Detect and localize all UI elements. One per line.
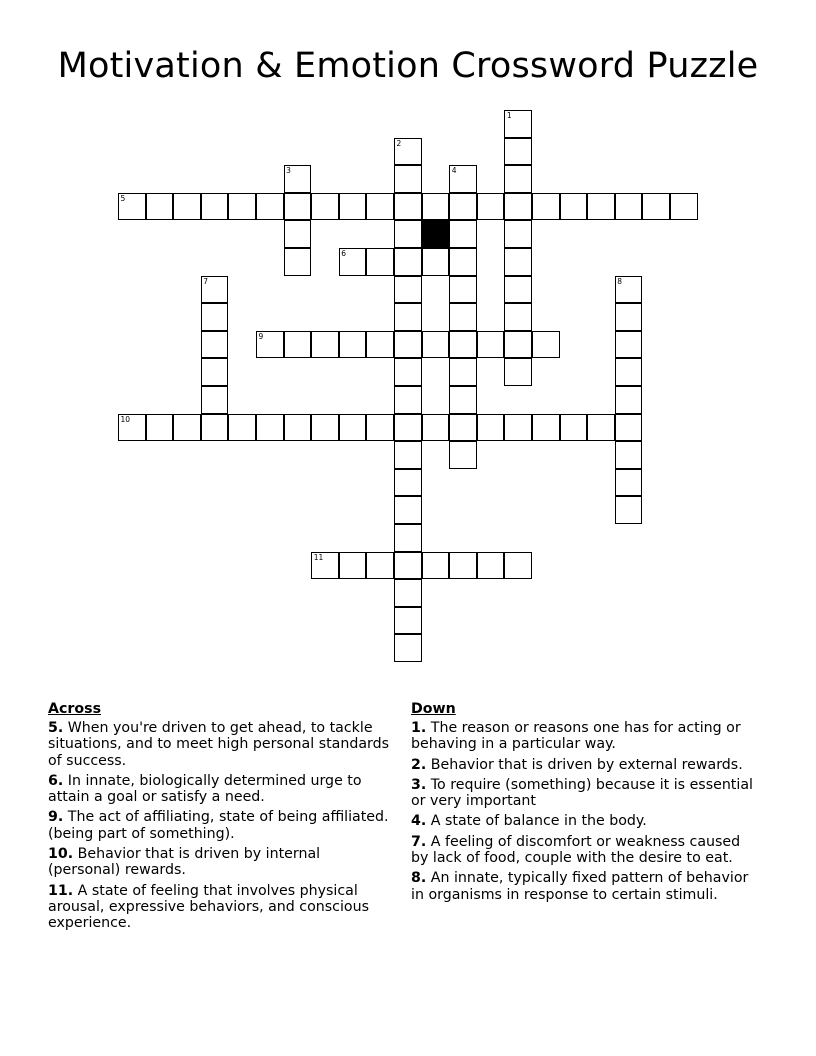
grid-cell[interactable] (449, 552, 477, 580)
grid-cell[interactable] (615, 414, 643, 442)
grid-cell[interactable] (311, 331, 339, 359)
grid-cell[interactable] (284, 165, 312, 193)
grid-cell[interactable] (394, 331, 422, 359)
grid-cell[interactable] (146, 193, 174, 221)
grid-cell[interactable] (504, 358, 532, 386)
grid-cell[interactable] (256, 193, 284, 221)
grid-cell[interactable] (504, 220, 532, 248)
grid-cell[interactable] (449, 276, 477, 304)
grid-cell[interactable] (339, 248, 367, 276)
grid-cell[interactable] (532, 331, 560, 359)
clue-text: In innate, biologically determined urge to attain a goal or satisfy a need. (48, 772, 362, 806)
grid-cell[interactable] (394, 441, 422, 469)
clue-number-label: 4 (451, 166, 457, 176)
grid-cell[interactable] (201, 331, 229, 359)
grid-cell[interactable] (504, 552, 532, 580)
grid-cell[interactable] (560, 193, 588, 221)
grid-cell[interactable] (284, 331, 312, 359)
grid-cell[interactable] (366, 414, 394, 442)
clue-number-label: 10 (120, 414, 131, 424)
grid-cell[interactable] (256, 414, 284, 442)
grid-cell[interactable] (449, 193, 477, 221)
grid-cell[interactable] (615, 469, 643, 497)
grid-cell[interactable] (256, 331, 284, 359)
grid-cell[interactable] (615, 386, 643, 414)
across-clues (48, 700, 393, 936)
clue-number: 9. (48, 809, 64, 826)
grid-cell[interactable] (504, 193, 532, 221)
across-clue (48, 809, 393, 842)
down-clue (411, 757, 756, 773)
grid-cell[interactable] (311, 552, 339, 580)
grid-cell[interactable] (228, 193, 256, 221)
grid-cell[interactable] (422, 193, 450, 221)
clue-number: 6. (48, 772, 64, 789)
grid-cell[interactable] (422, 414, 450, 442)
down-clue (411, 777, 756, 810)
grid-cell[interactable] (504, 138, 532, 166)
grid-cell[interactable] (615, 358, 643, 386)
grid-cell[interactable] (615, 276, 643, 304)
clue-number: 2. (411, 756, 427, 773)
grid-cell[interactable] (477, 193, 505, 221)
grid-cell[interactable] (504, 303, 532, 331)
down-heading: Down (411, 701, 456, 717)
down-clues (411, 700, 756, 907)
grid-cell[interactable] (615, 331, 643, 359)
clue-text: When you're driven to get ahead, to tackle situations, and to meet high personal standards of success. (48, 720, 390, 769)
grid-cell[interactable] (587, 414, 615, 442)
grid-cell[interactable] (504, 414, 532, 442)
grid-cell[interactable] (394, 552, 422, 580)
clue-number-label: 8 (617, 276, 623, 286)
grid-cell[interactable] (394, 469, 422, 497)
clue-number-label: 1 (506, 111, 512, 120)
clue-number: 8. (411, 870, 427, 887)
grid-cell[interactable] (394, 634, 422, 662)
down-clue (411, 870, 756, 903)
across-clue (48, 773, 393, 806)
grid-cell[interactable] (394, 358, 422, 386)
grid-cell[interactable] (504, 165, 532, 193)
grid-cell[interactable] (201, 276, 229, 304)
clue-number-label: 6 (341, 249, 347, 258)
grid-cell[interactable] (394, 524, 422, 552)
grid-cell[interactable] (477, 552, 505, 580)
grid-cell[interactable] (394, 303, 422, 331)
grid-cell[interactable] (670, 193, 698, 221)
clue-text: The act of affiliating, state of being affiliated. (being part of something). (48, 809, 389, 842)
grid-cell[interactable] (201, 193, 229, 221)
black-square (422, 220, 450, 248)
clue-number: 1. (411, 720, 427, 736)
grid-cell[interactable] (394, 414, 422, 442)
clue-number-label: 7 (203, 276, 209, 286)
grid-cell[interactable] (394, 579, 422, 607)
grid-cell[interactable] (449, 248, 477, 276)
grid-cell[interactable] (201, 303, 229, 331)
grid-cell[interactable] (587, 193, 615, 221)
clue-number: 5. (48, 720, 64, 736)
clue-text: Behavior that is driven by internal (personal) rewards. (48, 846, 321, 879)
grid-cell[interactable] (615, 496, 643, 524)
grid-cell[interactable] (504, 276, 532, 304)
grid-cell[interactable] (560, 414, 588, 442)
grid-cell[interactable] (284, 220, 312, 248)
grid-cell[interactable] (394, 165, 422, 193)
clue-text: An innate, typically fixed pattern of behavior in organisms in response to certain stimuli. (411, 870, 749, 903)
grid-cell[interactable] (394, 607, 422, 635)
grid-cell[interactable] (394, 386, 422, 414)
grid-cell[interactable] (422, 552, 450, 580)
grid-cell[interactable] (449, 220, 477, 248)
grid-cell[interactable] (201, 414, 229, 442)
clue-number: 4. (411, 813, 427, 830)
across-clue (48, 883, 393, 932)
clue-number-label: 5 (120, 193, 126, 203)
grid-cell[interactable] (449, 441, 477, 469)
clue-number: 11. (48, 882, 74, 899)
grid-cell[interactable] (339, 331, 367, 359)
grid-cell[interactable] (366, 331, 394, 359)
grid-cell[interactable] (284, 193, 312, 221)
grid-cell[interactable] (394, 248, 422, 276)
grid-cell[interactable] (366, 193, 394, 221)
clue-text: A state of balance in the body. (430, 813, 647, 830)
across-heading: Across (48, 701, 102, 717)
clue-number: 3. (411, 776, 427, 793)
grid-cell[interactable] (311, 414, 339, 442)
grid-cell[interactable] (449, 358, 477, 386)
grid-cell[interactable] (615, 441, 643, 469)
across-clue (48, 846, 393, 879)
grid-cell[interactable] (449, 414, 477, 442)
grid-cell[interactable] (311, 193, 339, 221)
grid-cell[interactable] (504, 331, 532, 359)
grid-cell[interactable] (504, 110, 532, 138)
grid-cell[interactable] (394, 220, 422, 248)
clue-text: To require (something) because it is essential or very important (411, 776, 753, 810)
clue-text: Behavior that is driven by external rewards. (430, 756, 743, 773)
grid-cell[interactable] (422, 331, 450, 359)
clue-number-label: 11 (313, 552, 324, 562)
down-clue (411, 813, 756, 829)
grid-cell[interactable] (118, 414, 146, 442)
grid-cell[interactable] (366, 248, 394, 276)
page-title: Motivation & Emotion Crossword Puzzle (57, 46, 759, 86)
grid-cell[interactable] (394, 193, 422, 221)
grid-cell[interactable] (284, 248, 312, 276)
across-clue (48, 720, 393, 769)
grid-cell[interactable] (615, 193, 643, 221)
grid-cell[interactable] (532, 414, 560, 442)
grid-cell[interactable] (477, 414, 505, 442)
grid-cell[interactable] (339, 193, 367, 221)
clue-text: The reason or reasons one has for acting or behaving in a particular way. (411, 720, 741, 753)
grid-cell[interactable] (366, 552, 394, 580)
grid-cell[interactable] (118, 193, 146, 221)
grid-cell[interactable] (339, 414, 367, 442)
grid-cell[interactable] (615, 303, 643, 331)
grid-cell[interactable] (394, 138, 422, 166)
down-clue (411, 834, 756, 867)
clue-text: A feeling of discomfort or weakness caused by lack of food, couple with the desire to eat. (411, 833, 741, 867)
grid-cell[interactable] (173, 193, 201, 221)
grid-cell[interactable] (532, 193, 560, 221)
grid-cell[interactable] (449, 303, 477, 331)
grid-cell[interactable] (201, 386, 229, 414)
grid-cell[interactable] (339, 552, 367, 580)
clue-number: 7. (411, 833, 427, 850)
grid-cell[interactable] (422, 248, 450, 276)
grid-cell[interactable] (477, 331, 505, 359)
grid-cell[interactable] (146, 414, 174, 442)
grid-cell[interactable] (173, 414, 201, 442)
grid-cell[interactable] (449, 331, 477, 359)
grid-cell[interactable] (201, 358, 229, 386)
clue-number-label: 3 (286, 166, 291, 176)
clue-number-label: 2 (396, 138, 402, 148)
grid-cell[interactable] (228, 414, 256, 442)
clue-text: A state of feeling that involves physical arousal, expressive behaviors, and conscious experience. (48, 882, 369, 932)
grid-cell[interactable] (504, 248, 532, 276)
grid-cell[interactable] (449, 386, 477, 414)
grid-cell[interactable] (449, 165, 477, 193)
grid-cell[interactable] (642, 193, 670, 221)
down-clue (411, 720, 756, 753)
grid-cell[interactable] (284, 414, 312, 442)
clue-number: 10. (48, 846, 74, 863)
grid-cell[interactable] (394, 496, 422, 524)
grid-cell[interactable] (394, 276, 422, 304)
clue-number-label: 9 (258, 331, 264, 341)
